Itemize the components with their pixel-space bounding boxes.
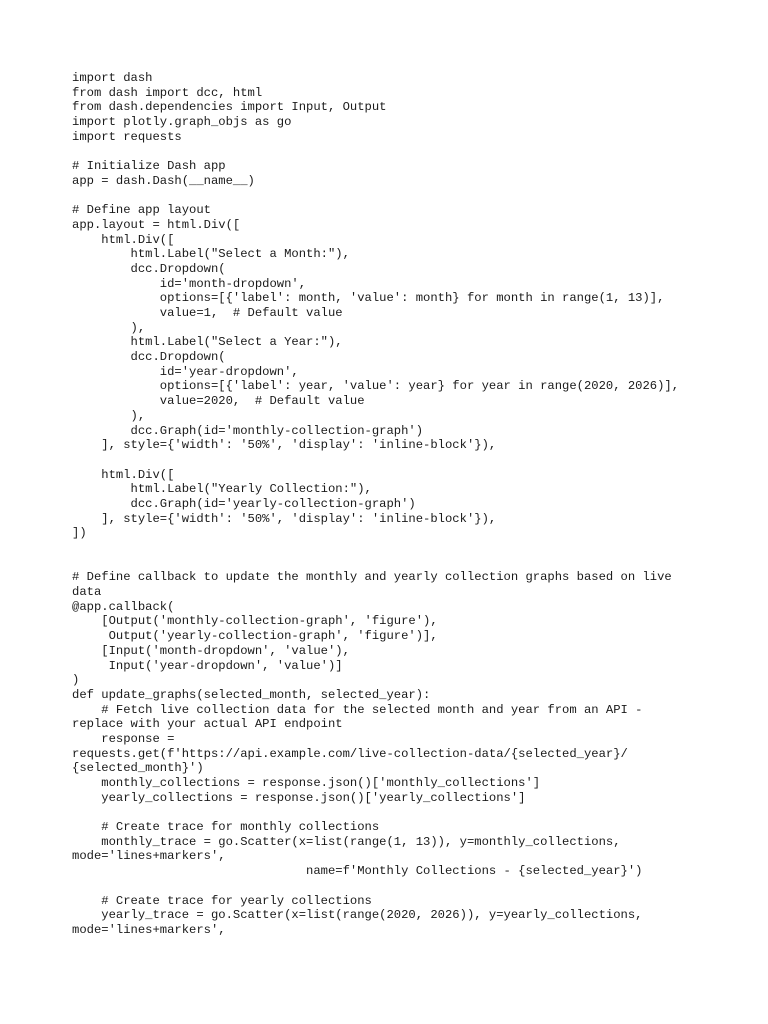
- code-line: ], style={'width': '50%', 'display': 'inline-block'}),: [72, 511, 497, 526]
- code-line: html.Label("Select a Month:"),: [72, 247, 350, 262]
- code-line: name=f'Monthly Collections - {selected_year}'): [72, 864, 643, 879]
- code-line: id='year-dropdown',: [72, 364, 299, 379]
- code-line: # Create trace for yearly collections: [72, 893, 372, 908]
- code-line: html.Div([: [72, 232, 175, 247]
- code-line: [72, 879, 712, 894]
- code-line: id='month-dropdown',: [72, 276, 307, 291]
- code-line: Output('yearly-collection-graph', 'figure')],: [72, 629, 438, 644]
- code-line: app = dash.Dash(__name__): [72, 173, 255, 188]
- code-line: from dash.dependencies import Input, Output: [72, 100, 387, 115]
- code-line: mode='lines+markers',: [72, 849, 226, 864]
- code-line: import requests: [72, 129, 182, 144]
- code-line: [Output('monthly-collection-graph', 'figure'),: [72, 614, 438, 629]
- code-line: [72, 805, 712, 820]
- code-line: # Define callback to update the monthly and yearly collection graphs based on live: [72, 570, 672, 585]
- code-line: ): [72, 673, 80, 688]
- code-line: dcc.Graph(id='yearly-collection-graph'): [72, 496, 416, 511]
- code-line: html.Div([: [72, 467, 175, 482]
- code-line: monthly_collections = response.json()['monthly_collections']: [72, 776, 541, 790]
- code-line: dcc.Dropdown(: [72, 261, 226, 276]
- code-line: import plotly.graph_objs as go: [72, 115, 292, 130]
- code-line: # Define app layout: [72, 203, 211, 218]
- code-line: [72, 556, 712, 571]
- code-line: mode='lines+markers',: [72, 922, 226, 937]
- code-line: ], style={'width': '50%', 'display': 'inline-block'}),: [72, 438, 497, 453]
- code-line: response =: [72, 731, 175, 746]
- code-line: def update_graphs(selected_month, selected_year):: [72, 687, 431, 702]
- code-line: html.Label("Yearly Collection:"),: [72, 482, 372, 497]
- code-line: options=[{'label': year, 'value': year} for year in range(2020, 2026)],: [72, 379, 680, 394]
- code-line: import dash: [72, 71, 153, 85]
- code-line: [72, 144, 712, 159]
- code-line: dcc.Dropdown(: [72, 350, 226, 365]
- code-line: # Create trace for monthly collections: [72, 820, 380, 835]
- code-line: ),: [72, 408, 146, 423]
- code-line: options=[{'label': month, 'value': month} for month in range(1, 13)],: [72, 291, 665, 306]
- code-line: dcc.Graph(id='monthly-collection-graph'): [72, 423, 424, 438]
- code-line: Input('year-dropdown', 'value')]: [72, 658, 343, 673]
- code-line: html.Label("Select a Year:"),: [72, 335, 343, 350]
- code-line: [72, 541, 712, 556]
- code-document: [72, 71, 712, 938]
- code-line: data: [72, 585, 102, 600]
- code-line: [Input('month-dropdown', 'value'),: [72, 643, 350, 658]
- code-line: # Initialize Dash app: [72, 159, 226, 174]
- code-line: ]): [72, 526, 87, 541]
- code-line: [72, 189, 712, 204]
- code-line: app.layout = html.Div([: [72, 217, 241, 232]
- code-line: replace with your actual API endpoint: [72, 717, 343, 732]
- code-line: # Fetch live collection data for the selected month and year from an API -: [72, 702, 643, 717]
- code-line: [72, 453, 712, 468]
- code-line: yearly_trace = go.Scatter(x=list(range(2020, 2026)), y=yearly_collections,: [72, 908, 643, 923]
- code-line: value=2020, # Default value: [72, 394, 365, 409]
- code-line: monthly_trace = go.Scatter(x=list(range(1, 13)), y=monthly_collections,: [72, 834, 621, 849]
- code-line: yearly_collections = response.json()['yearly_collections']: [72, 790, 526, 805]
- code-line: {selected_month}'): [72, 761, 204, 776]
- code-line: @app.callback(: [72, 599, 175, 614]
- code-line: requests.get(f'https://api.example.com/live-collection-data/{selected_year}/: [72, 746, 628, 761]
- code-line: ),: [72, 320, 146, 335]
- code-line: from dash import dcc, html: [72, 85, 263, 100]
- code-line: value=1, # Default value: [72, 306, 343, 320]
